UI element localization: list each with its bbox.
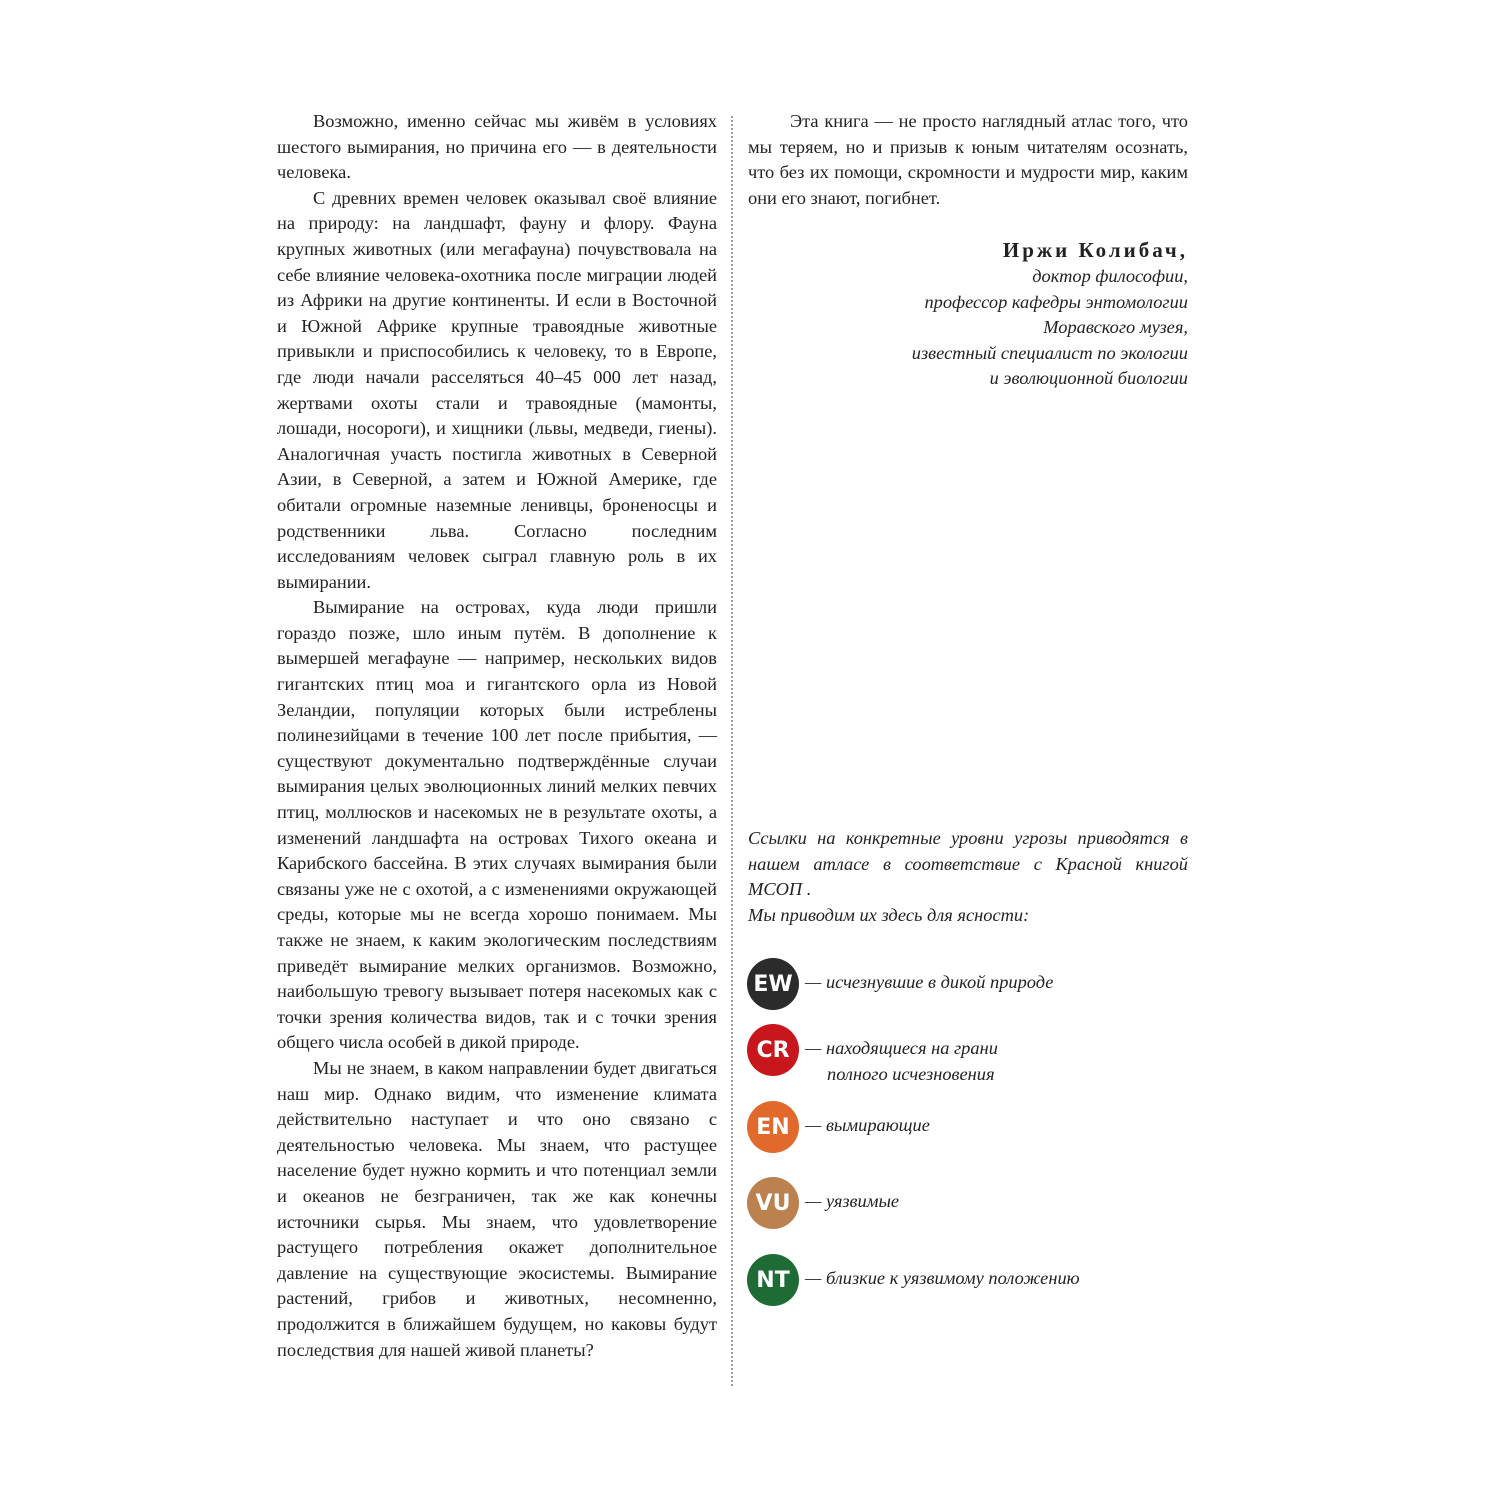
author-title: Моравского музея, xyxy=(1043,317,1188,338)
intro-paragraph: Эта книга — не просто наглядный атлас того, что мы теряем, но и призыв к юным читателям осознать, что без их помощи, скромности и мудрости мир, каким они его знают, погибнет. xyxy=(748,111,1188,208)
paragraph: С древних времен человек оказывал своё влияние на природу: на ландшафт, фауну и флору. Фауна крупных животных (или мегафауна) почувствовала на себе влияние человека-охотника после миграции людей из Африки на другие континенты. И если в Восточной и Южной Африке крупные травоядные животные привыкли и приспособились к человеку, то в Европе, где люди начали расселяться 40–45 000 лет назад, жертвами охоты стали и травоядные (мамонты, лошади, носороги), и хищники (львы, медведи, гиены). Аналогичная участь постигла животных в Северной Азии, в Северной, а затем и Южной Америке, где обитали огромные наземные ленивцы, броненосцы и родственники льва. Согласно последним исследованиям человек сыграл главную роль в их вымирании. xyxy=(277,187,717,592)
status-badge-nt: NT xyxy=(747,1254,799,1306)
note-text: Ссылки на конкретные уровни угрозы приводятся в нашем атласе в соответствие с Красной книгой МСОП . xyxy=(748,828,1188,900)
legend-label: — близкие к уязвимому положению xyxy=(805,1268,1080,1288)
author-title: известный специалист по экологии xyxy=(911,342,1188,363)
status-badge-vu: VU xyxy=(747,1177,799,1229)
paragraph: Вымирание на островах, куда люди пришли гораздо позже, шло иным путём. В дополнение к вымершей мегафауне — например, нескольких видов гигантских птиц моа и гигантского орла из Новой Зеландии, популяции которых были истреблены полинезийцами в течение 100 лет после прибытия, — существуют документально подтверждённые случаи вымирания целых эволюционных линий мелких певчих птиц, моллюсков и насекомых не в результате охоты, а изменений ландшафта на островах Тихого океана и Карибского бассейна. В этих случаях вымирания были связаны уже не с охотой, а с изменениями окружающей среды, которые мы не всегда хорошо понимаем. Мы также не знаем, к каким экологическим последствиям приведёт вымирание мелких организмов. Возможно, наибольшую тревогу вызывает потеря насекомых как с точки зрения количества видов, так и с точки зрения общего числа особей в дикой природе. xyxy=(277,597,717,1053)
note-text: Мы приводим их здесь для ясности: xyxy=(748,904,1030,925)
author-signature xyxy=(748,236,1188,392)
legend-label: — исчезнувшие в дикой природе xyxy=(805,972,1054,992)
author-title: и эволюционной биологии xyxy=(989,368,1188,389)
author-title: доктор философии, xyxy=(1032,266,1188,286)
legend-label: — уязвимые xyxy=(805,1191,900,1211)
paragraph: Возможно, именно сейчас мы живём в условиях шестого вымирания, но причина его — в деятельности человека. xyxy=(277,111,717,183)
status-badge-en: EN xyxy=(747,1101,799,1153)
main-text-column xyxy=(277,109,717,1363)
column-divider xyxy=(731,116,733,1386)
legend-label xyxy=(805,1036,998,1087)
paragraph: Мы не знаем, в каком направлении будет двигаться наш мир. Однако видим, что изменение климата действительно наступает и что оно связано с деятельностью человека. Мы знаем, что растущее население будет нужно кормить и что потенциал земли и океанов не безграничен, так же как конечны источники сырья. Мы знаем, что удовлетворение растущего потребления окажет дополнительное давление на существующие экосистемы. Вымирание растений, грибов и животных, несомненно, продолжится в ближайшем будущем, но каковы будут последствия для нашей живой планеты? xyxy=(277,1057,717,1360)
foreword-column xyxy=(748,109,1188,211)
status-badge-ew: EW xyxy=(747,958,799,1010)
legend-label: — вымирающие xyxy=(805,1115,930,1135)
legend-label-line: — находящиеся на грани xyxy=(805,1038,998,1058)
author-name: Иржи Колибач, xyxy=(1002,238,1188,262)
threat-levels-note xyxy=(748,826,1188,928)
legend-label-line: полного исчезновения xyxy=(827,1063,995,1084)
author-title: профессор кафедры энтомологии xyxy=(924,291,1188,312)
status-badge-cr: CR xyxy=(747,1024,799,1076)
